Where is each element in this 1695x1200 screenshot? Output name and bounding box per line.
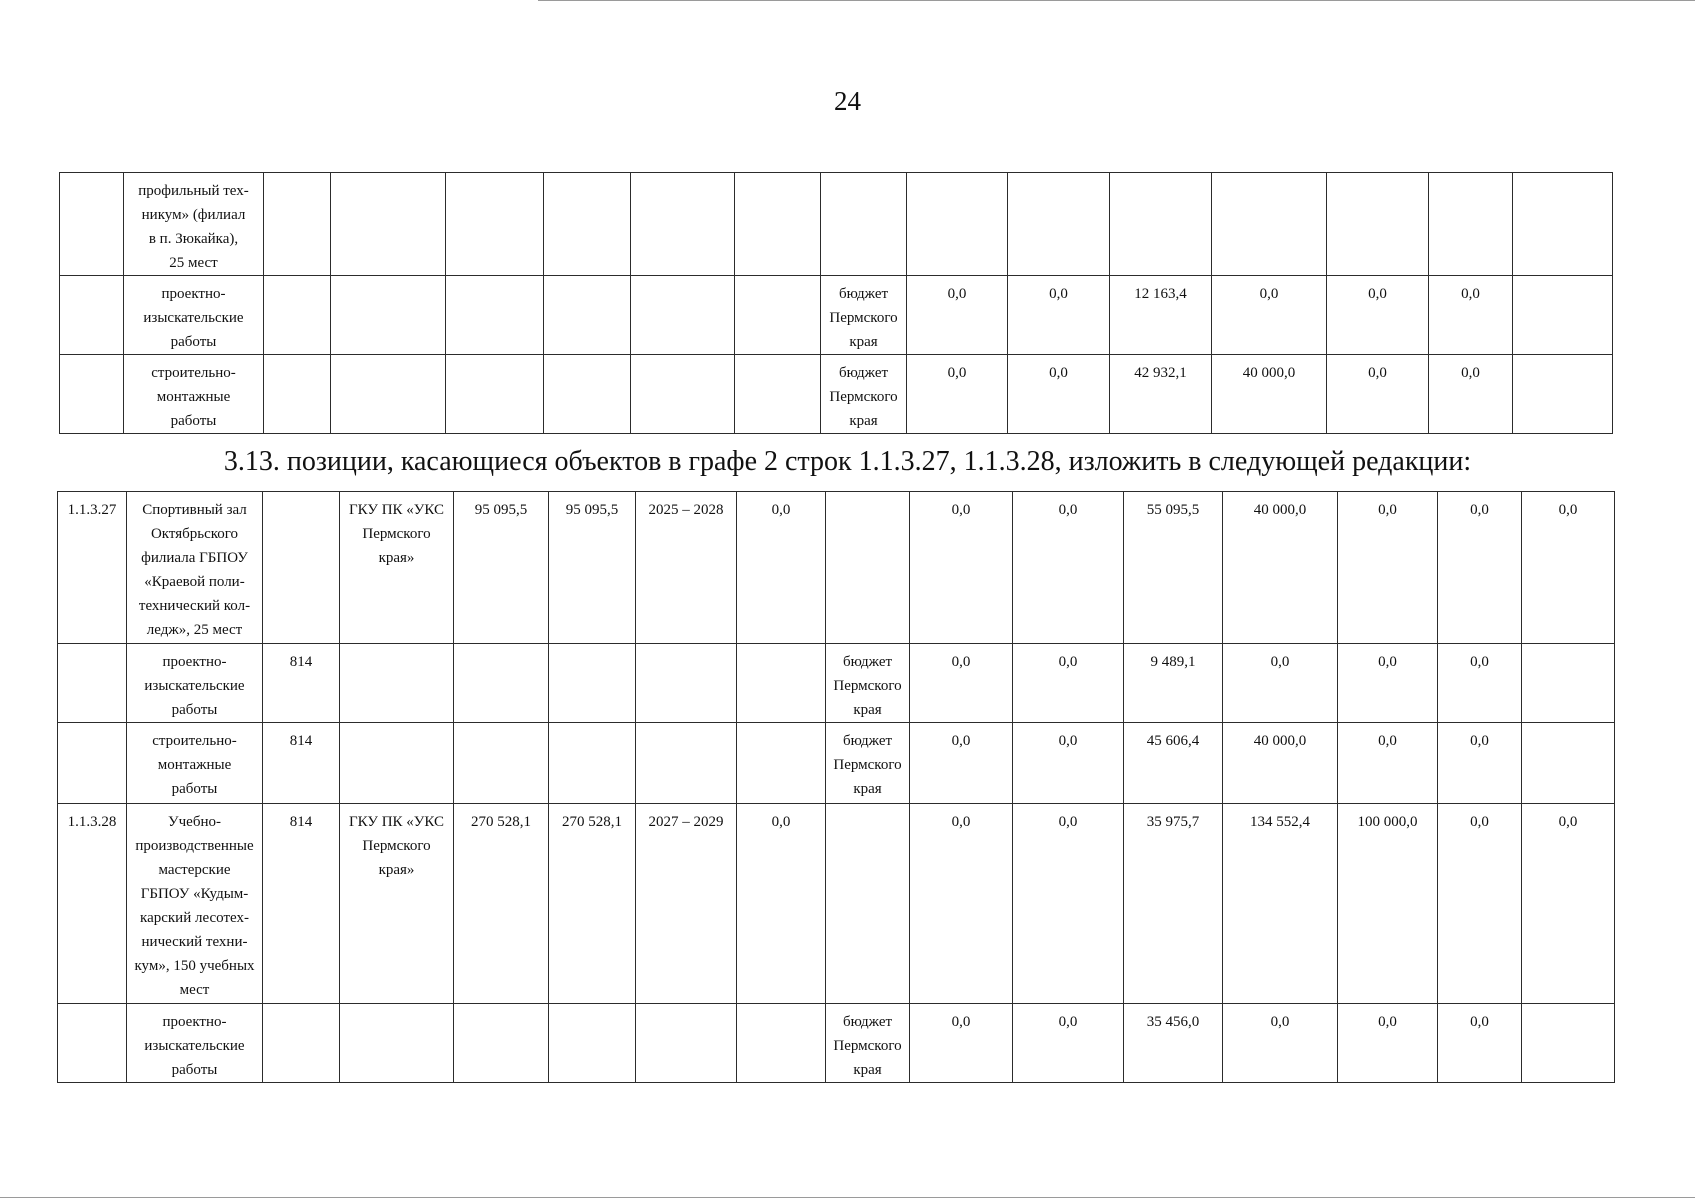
table-cell (1013, 492, 1124, 644)
table-cell (549, 492, 636, 644)
amount-value: 40 000,0 (1253, 502, 1307, 518)
work-type: строительно- монтажные работы (151, 365, 236, 429)
table-cell (549, 1004, 636, 1083)
table-cell (454, 1004, 549, 1083)
period: 2027 – 2029 (648, 814, 724, 830)
table-cell (263, 1004, 340, 1083)
table-cell (910, 723, 1013, 804)
table-cell (631, 355, 735, 434)
table-cell (264, 173, 331, 276)
table-cell (454, 492, 549, 644)
amount-value: 0,0 (951, 1014, 971, 1030)
table-cell (60, 173, 124, 276)
amount-value: 95 095,5 (565, 502, 619, 518)
table-cell (340, 492, 454, 644)
bottom-rule (0, 1197, 1695, 1198)
table-cell (1008, 355, 1110, 434)
amount-value: 0,0 (1470, 733, 1489, 749)
funding-source: бюджет Пермского края (829, 365, 898, 429)
funding-source: бюджет Пермского края (833, 733, 902, 797)
page-number: 24 (834, 86, 861, 116)
table-cell (127, 492, 263, 644)
amount-value: 270 528,1 (562, 814, 622, 830)
table-cell (544, 173, 631, 276)
table-row (60, 355, 1613, 434)
table-cell (1438, 723, 1522, 804)
table-cell (549, 644, 636, 723)
table-cell (549, 804, 636, 1004)
top-rule (538, 0, 1695, 1)
customer: ГКУ ПК «УКС Пермского края» (348, 502, 445, 566)
table-cell (631, 173, 735, 276)
amount-value: 0,0 (1378, 502, 1397, 518)
table-cell (1438, 1004, 1522, 1083)
table-cell (1338, 492, 1438, 644)
table-cell (1013, 804, 1124, 1004)
table-cell (446, 355, 544, 434)
table-cell (1438, 804, 1522, 1004)
table-cell (127, 804, 263, 1004)
amount-value: 42 932,1 (1134, 365, 1187, 381)
table-cell (1327, 355, 1429, 434)
table-cell (1522, 1004, 1615, 1083)
amount-value: 0,0 (1270, 654, 1290, 670)
table-row (58, 1004, 1615, 1083)
amount-value: 0,0 (947, 286, 967, 302)
amount-value: 0,0 (951, 814, 971, 830)
table-cell (907, 173, 1008, 276)
amount-value: 55 095,5 (1146, 502, 1200, 518)
budget-code: 814 (289, 814, 313, 830)
amount-value: 40 000,0 (1242, 365, 1296, 381)
table-cell (907, 355, 1008, 434)
table-row (58, 804, 1615, 1004)
amount-value: 0,0 (1461, 286, 1480, 302)
budget-table-top (59, 172, 1613, 434)
table-cell (1522, 804, 1615, 1004)
budget-code: 814 (289, 654, 313, 670)
table-cell (340, 1004, 454, 1083)
table-cell (821, 276, 907, 355)
table-cell (826, 723, 910, 804)
table-cell (1013, 723, 1124, 804)
amount-value: 0,0 (1049, 286, 1068, 302)
table-cell (263, 723, 340, 804)
amount-value: 100 000,0 (1357, 814, 1418, 830)
period: 2025 – 2028 (648, 502, 724, 518)
table-cell (340, 804, 454, 1004)
amount-value: 0,0 (1558, 502, 1578, 518)
budget-table-bottom (57, 491, 1615, 1083)
table-cell (910, 492, 1013, 644)
table-cell (263, 492, 340, 644)
table-cell (127, 644, 263, 723)
funding-source: бюджет Пермского края (833, 654, 902, 718)
amount-value: 0,0 (1058, 654, 1078, 670)
amount-value: 45 606,4 (1146, 733, 1200, 749)
table-cell (1429, 355, 1513, 434)
amount-value: 0,0 (1378, 733, 1397, 749)
amount-value: 0,0 (1470, 654, 1489, 670)
table-cell (1223, 492, 1338, 644)
table-cell (1110, 173, 1212, 276)
table-cell (737, 644, 826, 723)
table-cell (1212, 355, 1327, 434)
table-cell (544, 355, 631, 434)
table-row (60, 276, 1613, 355)
table-cell (737, 1004, 826, 1083)
work-type: строительно- монтажные работы (152, 733, 237, 797)
table-cell (907, 276, 1008, 355)
table-cell (1124, 644, 1223, 723)
amount-value: 9 489,1 (1150, 654, 1196, 670)
table-cell (1513, 355, 1613, 434)
table-cell (636, 1004, 737, 1083)
table-cell (549, 723, 636, 804)
table-cell (737, 804, 826, 1004)
object-name: профильный тех- никум» (филиал в п. Зюкайка), 25 мест (138, 183, 249, 271)
table-cell (1223, 804, 1338, 1004)
table-cell (1338, 723, 1438, 804)
table-cell (821, 173, 907, 276)
table-cell (331, 276, 446, 355)
table-cell (331, 173, 446, 276)
amount-value: 0,0 (1058, 1014, 1078, 1030)
table-cell (58, 492, 127, 644)
table-cell (1338, 1004, 1438, 1083)
table-cell (1212, 173, 1327, 276)
amount-value: 0,0 (1470, 502, 1489, 518)
table-cell (1110, 355, 1212, 434)
table-cell (1124, 1004, 1223, 1083)
amount-value: 35 975,7 (1146, 814, 1200, 830)
table-cell (1438, 492, 1522, 644)
row-number: 1.1.3.28 (67, 814, 117, 830)
table-cell (1223, 644, 1338, 723)
table-row (58, 723, 1615, 804)
table-cell (735, 355, 821, 434)
table-cell (1124, 804, 1223, 1004)
table-cell (826, 804, 910, 1004)
table-row (60, 173, 1613, 276)
table-cell (58, 723, 127, 804)
funding-source: бюджет Пермского края (829, 286, 898, 350)
table-cell (1522, 644, 1615, 723)
table-cell (58, 804, 127, 1004)
table-cell (544, 276, 631, 355)
table-cell (1223, 1004, 1338, 1083)
table-cell (631, 276, 735, 355)
table-row (58, 492, 1615, 644)
table-cell (735, 276, 821, 355)
amount-value: 0,0 (1470, 814, 1489, 830)
table-cell (910, 644, 1013, 723)
object-name: Спортивный зал Октябрьского филиала ГБПОУ «Краевой поли- технический кол- ледж», 25 мест (138, 502, 251, 638)
table-cell (1338, 804, 1438, 1004)
table-cell (1438, 644, 1522, 723)
table-cell (735, 173, 821, 276)
table-cell (60, 355, 124, 434)
table-cell (124, 173, 264, 276)
table-cell (454, 804, 549, 1004)
table-row (58, 644, 1615, 723)
amount-value: 0,0 (1270, 1014, 1290, 1030)
amount-value: 0,0 (1461, 365, 1480, 381)
row-number: 1.1.3.27 (67, 502, 117, 518)
work-type: проектно- изыскательские работы (144, 1014, 245, 1078)
table-cell (737, 492, 826, 644)
table-cell (1513, 173, 1613, 276)
table-cell (1212, 276, 1327, 355)
amount-value: 0,0 (1558, 814, 1578, 830)
table-cell (264, 276, 331, 355)
table-cell (60, 276, 124, 355)
amount-value: 35 456,0 (1146, 1014, 1200, 1030)
amount-value: 0,0 (1368, 286, 1387, 302)
table-cell (1008, 276, 1110, 355)
table-cell (636, 644, 737, 723)
amendment-heading: 3.13. позиции, касающиеся объектов в графе 2 строк 1.1.3.27, 1.1.3.28, изложить в следующей редакции: (223, 446, 1472, 477)
table-cell (910, 1004, 1013, 1083)
budget-code: 814 (289, 733, 313, 749)
table-cell (636, 804, 737, 1004)
amount-value: 0,0 (951, 502, 971, 518)
table-cell (1008, 173, 1110, 276)
table-cell (446, 276, 544, 355)
amount-value: 270 528,1 (471, 814, 531, 830)
table-cell (1110, 276, 1212, 355)
table-cell (454, 644, 549, 723)
amount-value: 0,0 (1058, 814, 1078, 830)
table-cell (821, 355, 907, 434)
amount-value: 0,0 (1470, 1014, 1489, 1030)
table-cell (124, 276, 264, 355)
table-cell (58, 644, 127, 723)
amount-value: 0,0 (771, 502, 791, 518)
table-cell (263, 804, 340, 1004)
table-cell (636, 723, 737, 804)
object-name: Учебно- производственные мастерские ГБПОУ «Кудым- карский лесотех- нический техни- кум», 150 учебных мест (134, 814, 255, 998)
table-cell (1522, 723, 1615, 804)
amount-value: 0,0 (1368, 365, 1387, 381)
table-cell (1429, 276, 1513, 355)
amount-value: 0,0 (947, 365, 967, 381)
table-cell (1327, 276, 1429, 355)
amount-value: 95 095,5 (474, 502, 528, 518)
amount-value: 0,0 (771, 814, 791, 830)
table-cell (1513, 276, 1613, 355)
amount-value: 0,0 (1378, 1014, 1397, 1030)
amount-value: 134 552,4 (1250, 814, 1310, 830)
customer: ГКУ ПК «УКС Пермского края» (348, 814, 445, 878)
table-cell (340, 644, 454, 723)
amount-value: 12 163,4 (1134, 286, 1187, 302)
table-cell (1429, 173, 1513, 276)
amount-value: 0,0 (1058, 502, 1078, 518)
table-cell (331, 355, 446, 434)
table-cell (1223, 723, 1338, 804)
table-cell (127, 723, 263, 804)
amount-value: 0,0 (1378, 654, 1397, 670)
table-cell (826, 644, 910, 723)
table-cell (264, 355, 331, 434)
amount-value: 0,0 (1058, 733, 1078, 749)
table-cell (636, 492, 737, 644)
amount-value: 40 000,0 (1253, 733, 1307, 749)
table-cell (263, 644, 340, 723)
table-cell (1013, 1004, 1124, 1083)
table-cell (826, 492, 910, 644)
table-cell (58, 1004, 127, 1083)
table-cell (1013, 644, 1124, 723)
table-cell (1124, 492, 1223, 644)
work-type: проектно- изыскательские работы (143, 286, 244, 350)
table-cell (446, 173, 544, 276)
amount-value: 0,0 (951, 654, 971, 670)
amount-value: 0,0 (1049, 365, 1068, 381)
amount-value: 0,0 (1259, 286, 1279, 302)
table-cell (1338, 644, 1438, 723)
table-cell (454, 723, 549, 804)
work-type: проектно- изыскательские работы (144, 654, 245, 718)
amount-value: 0,0 (951, 733, 971, 749)
table-cell (1124, 723, 1223, 804)
table-cell (340, 723, 454, 804)
table-cell (1522, 492, 1615, 644)
table-cell (124, 355, 264, 434)
table-cell (826, 1004, 910, 1083)
funding-source: бюджет Пермского края (833, 1014, 902, 1078)
table-cell (910, 804, 1013, 1004)
table-cell (127, 1004, 263, 1083)
table-cell (1327, 173, 1429, 276)
table-cell (737, 723, 826, 804)
